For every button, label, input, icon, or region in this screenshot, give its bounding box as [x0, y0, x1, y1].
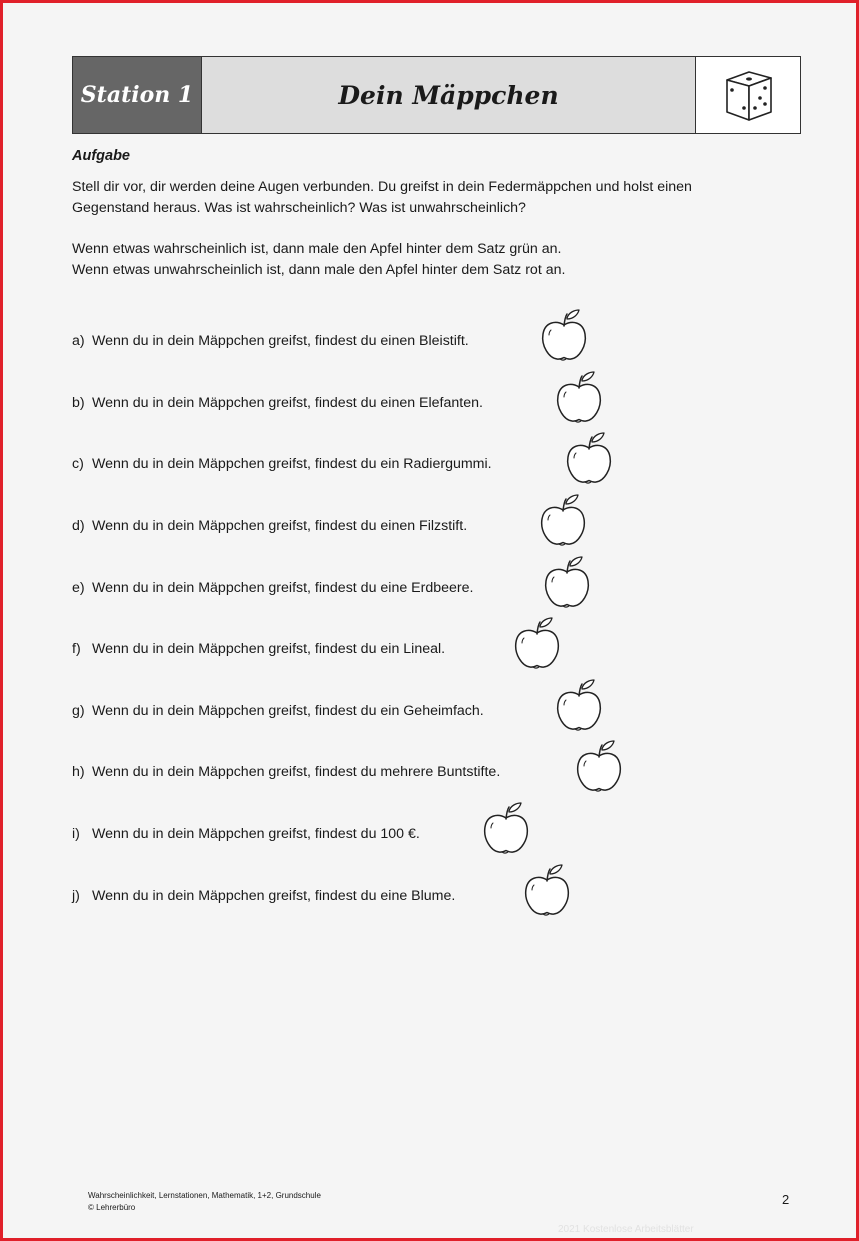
item-label: j) — [72, 888, 80, 904]
item-text: Wenn du in dein Mäppchen greifst, findest du eine Erdbeere. — [92, 580, 474, 596]
footer-line: Wahrscheinlichkeit, Lernstationen, Mathematik, 1+2, Grundschule — [88, 1191, 321, 1200]
instruction-line: Wenn etwas wahrscheinlich ist, dann male den Apfel hinter dem Satz grün an. — [72, 241, 562, 257]
item-text: Wenn du in dein Mäppchen greifst, findest du ein Radiergummi. — [92, 456, 492, 472]
intro-line: Gegenstand heraus. Was ist wahrscheinlich? Was ist unwahrscheinlich? — [72, 200, 526, 216]
statement-item — [72, 885, 455, 907]
item-text: Wenn du in dein Mäppchen greifst, findest du 100 €. — [92, 826, 420, 842]
task-heading: Aufgabe — [72, 148, 130, 164]
apple-icon[interactable] — [572, 740, 626, 794]
apple-icon[interactable] — [520, 864, 574, 918]
item-label: e) — [72, 580, 85, 596]
item-text: Wenn du in dein Mäppchen greifst, findest du einen Bleistift. — [92, 333, 469, 349]
item-text: Wenn du in dein Mäppchen greifst, findest du ein Lineal. — [92, 641, 446, 657]
item-label: d) — [72, 518, 85, 534]
statement-item — [72, 577, 473, 599]
item-text: Wenn du in dein Mäppchen greifst, findest du mehrere Buntstifte. — [92, 764, 501, 780]
item-label: f) — [72, 641, 81, 657]
item-label: a) — [72, 333, 85, 349]
item-text: Wenn du in dein Mäppchen greifst, findest du ein Geheimfach. — [92, 703, 484, 719]
item-label: g) — [72, 703, 85, 719]
apple-icon[interactable] — [510, 617, 564, 671]
statement-item — [72, 330, 469, 352]
item-label: h) — [72, 764, 85, 780]
statement-item — [72, 392, 483, 414]
footer-copyright: © Lehrerbüro — [88, 1203, 136, 1212]
statement-item — [72, 823, 420, 845]
item-label: i) — [72, 826, 80, 842]
task-intro — [72, 177, 812, 219]
statement-item — [72, 453, 492, 475]
item-text: Wenn du in dein Mäppchen greifst, findest du eine Blume. — [92, 888, 456, 904]
page-number: 2 — [782, 1192, 790, 1207]
item-text: Wenn du in dein Mäppchen greifst, findest du einen Elefanten. — [92, 395, 483, 411]
statement-item — [72, 515, 467, 537]
statement-item — [72, 638, 445, 660]
dice-icon — [696, 57, 800, 133]
worksheet-title: Dein Mäppchen — [202, 57, 696, 133]
apple-icon[interactable] — [537, 309, 591, 363]
worksheet-header — [72, 56, 801, 134]
item-label: c) — [72, 456, 84, 472]
intro-line: Stell dir vor, dir werden deine Augen verbunden. Du greifst in dein Federmäppchen und holst einen — [72, 179, 692, 195]
watermark: 2021 Kostenlose Arbeitsblätter — [558, 1224, 694, 1235]
statement-item — [72, 761, 500, 783]
apple-icon[interactable] — [540, 556, 594, 610]
apple-icon[interactable] — [536, 494, 590, 548]
apple-icon[interactable] — [552, 371, 606, 425]
task-instructions — [72, 239, 812, 281]
statement-item — [72, 700, 484, 722]
instruction-line: Wenn etwas unwahrscheinlich ist, dann male den Apfel hinter dem Satz rot an. — [72, 262, 566, 278]
apple-icon[interactable] — [479, 802, 533, 856]
footer-credits — [88, 1190, 321, 1214]
apple-icon[interactable] — [562, 432, 616, 486]
item-text: Wenn du in dein Mäppchen greifst, findest du einen Filzstift. — [92, 518, 468, 534]
apple-icon[interactable] — [552, 679, 606, 733]
item-label: b) — [72, 395, 85, 411]
station-label: Station 1 — [73, 57, 202, 133]
